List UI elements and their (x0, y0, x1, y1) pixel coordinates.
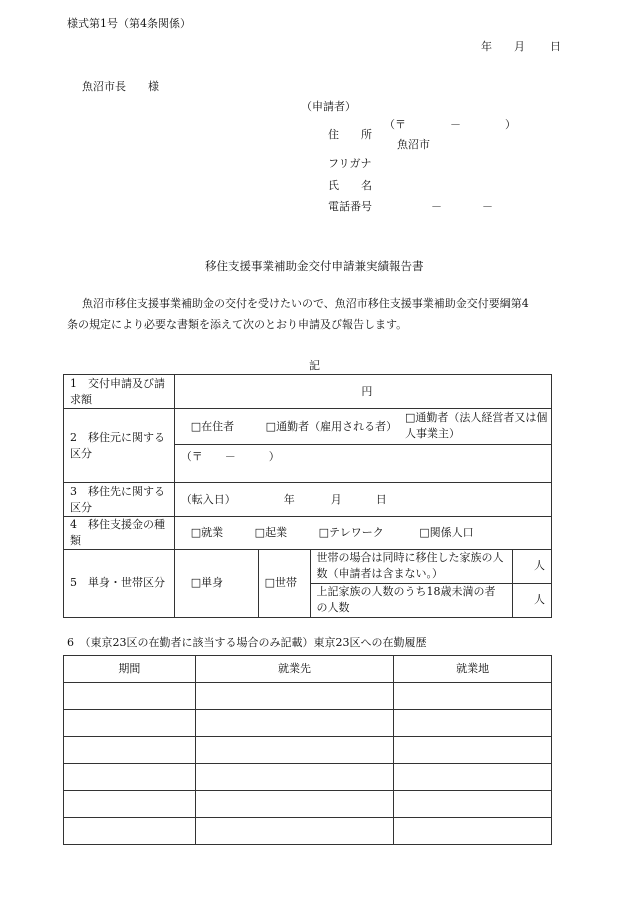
workplace-cell[interactable] (394, 818, 552, 845)
employer-cell[interactable] (195, 818, 394, 845)
employer-cell[interactable] (195, 791, 394, 818)
date-day: 日 (550, 40, 561, 53)
workplace-cell[interactable] (394, 791, 552, 818)
address-city: 魚沼市 (397, 138, 430, 151)
origin-label: 2 移住元に関する区分 (64, 409, 175, 483)
table-row (64, 710, 552, 737)
address-label: 住 所 (328, 128, 372, 141)
household-label: 5 単身・世帯区分 (64, 549, 175, 617)
move-in-month: 月 (330, 492, 342, 506)
period-cell[interactable] (64, 764, 196, 791)
amount-label: 1 交付申請及び請求額 (64, 375, 175, 409)
amount-value[interactable] (174, 375, 551, 409)
checkbox-related-population[interactable]: □関係人口 (419, 525, 474, 539)
checkbox-single[interactable]: □単身 (174, 549, 258, 617)
date-year: 年 (481, 40, 492, 53)
move-in-year: 年 (283, 492, 295, 506)
checkbox-household[interactable]: □世帯 (258, 549, 310, 617)
move-in-day: 日 (375, 492, 387, 506)
body-text-line-2: 条の規定により必要な書類を添えて次のとおり申請及び報告します。 (67, 318, 408, 331)
table-row (64, 818, 552, 845)
applicant-heading: （申請者） (301, 100, 356, 113)
destination-label: 3 移住先に関する区分 (64, 483, 175, 517)
employer-cell[interactable] (195, 737, 394, 764)
workplace-cell[interactable] (394, 683, 552, 710)
support-type-label: 4 移住支援金の種類 (64, 517, 175, 550)
workplace-cell[interactable] (394, 710, 552, 737)
document-title: 移住支援事業補助金交付申請兼実績報告書 (205, 259, 424, 273)
phone-dash-1: － (431, 200, 442, 213)
employer-cell[interactable] (195, 764, 394, 791)
workplace-cell[interactable] (394, 764, 552, 791)
minor-count-unit[interactable]: 人 (513, 583, 552, 617)
header-employer: 就業先 (195, 656, 394, 683)
table-row (64, 791, 552, 818)
phone-dash-2: － (482, 200, 493, 213)
body-text-line-1: 魚沼市移住支援事業補助金の交付を受けたいので、魚沼市移住支援事業補助金交付要綱第4 (82, 297, 529, 310)
family-count-label: 世帯の場合は同時に移住した家族の人数（申請者は含まない。） (310, 549, 513, 583)
header-period: 期間 (64, 656, 196, 683)
addressee: 魚沼市長 様 (82, 80, 159, 93)
header-workplace: 就業地 (394, 656, 552, 683)
checkbox-commuter-employee[interactable]: □通勤者（雇用される者） (265, 419, 398, 433)
work-history-header (64, 656, 552, 683)
date-month: 月 (514, 40, 525, 53)
support-type-options (174, 517, 551, 550)
checkbox-employment[interactable]: □就業 (190, 525, 224, 539)
employer-cell[interactable] (195, 683, 394, 710)
phone-label: 電話番号 (328, 200, 372, 213)
period-cell[interactable] (64, 737, 196, 764)
checkbox-resident[interactable]: □在住者 (190, 419, 235, 433)
workplace-cell[interactable] (394, 737, 552, 764)
row-amount (64, 375, 552, 409)
origin-postal[interactable]: （〒 － ） (174, 445, 551, 483)
period-cell[interactable] (64, 710, 196, 737)
family-count-unit[interactable]: 人 (513, 549, 552, 583)
table-row (64, 683, 552, 710)
employer-cell[interactable] (195, 710, 394, 737)
minor-count-label: 上記家族の人数のうち18歳未満の者の人数 (310, 583, 513, 617)
checkbox-telework[interactable]: □テレワーク (318, 525, 384, 539)
period-cell[interactable] (64, 791, 196, 818)
ki-label: 記 (309, 359, 320, 372)
section6-title: 6 （東京23区の在勤者に該当する場合のみ記載）東京23区への在勤履歴 (67, 636, 427, 649)
form-number: 様式第1号（第4条関係） (67, 17, 191, 30)
name-label: 氏 名 (328, 179, 372, 192)
move-in-date[interactable] (174, 483, 551, 517)
work-history-table (63, 655, 552, 845)
move-in-date-prefix: （転入日） (180, 492, 236, 506)
applicant-postal: （〒 － ） (384, 118, 516, 131)
period-cell[interactable] (64, 683, 196, 710)
period-cell[interactable] (64, 818, 196, 845)
table-row (64, 764, 552, 791)
furigana-label: フリガナ (328, 157, 372, 170)
checkbox-startup[interactable]: □起業 (254, 525, 288, 539)
checkbox-commuter-self-employed[interactable]: □通勤者（法人経営者又は個人事業主） (405, 411, 548, 440)
yen-unit: 円 (361, 384, 373, 398)
table-row (64, 737, 552, 764)
